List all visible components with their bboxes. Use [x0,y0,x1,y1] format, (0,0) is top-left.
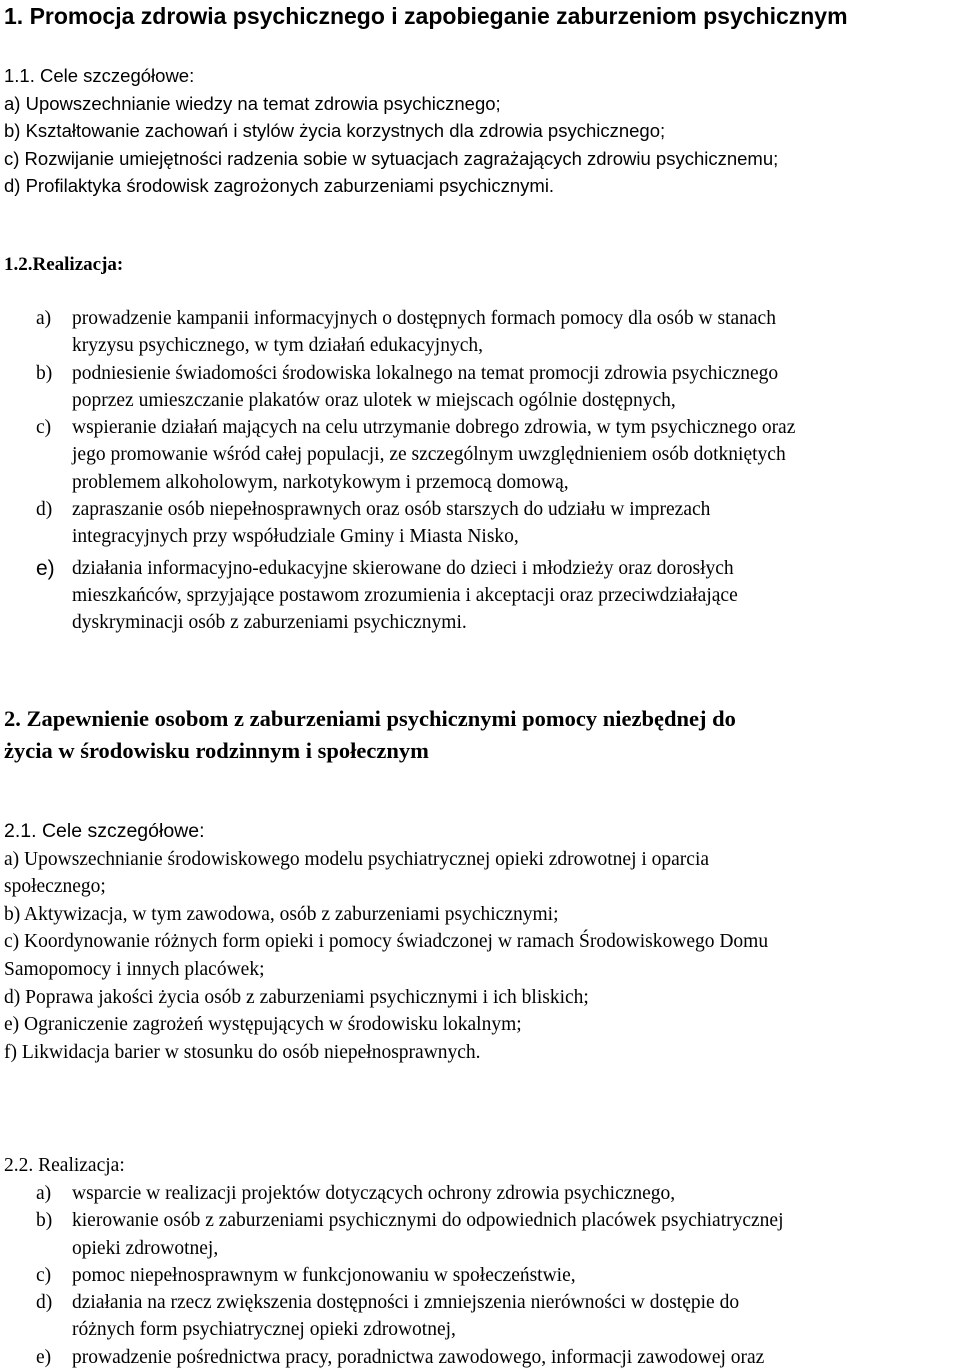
goal-line: społecznego; [4,876,106,898]
list-item [36,1262,784,1289]
list-marker: d) [36,499,53,521]
list-marker: e) [36,1346,52,1368]
list-marker: c) [36,417,52,439]
section-1-2-list [36,305,795,637]
list-item-line: opieki zdrowotnej, [72,1237,219,1259]
list-marker: b) [36,1210,53,1232]
list-item-line: podniesienie świadomości środowiska lokalnego na temat promocji zdrowia psychicznego [72,362,779,384]
section-2-2-heading: 2.2. Realizacja: [4,1155,125,1176]
list-marker: a) [36,308,52,329]
goal-line: e) Ograniczenie zagrożeń występujących w środowisku lokalnym; [4,1014,522,1036]
section-1-2-heading: 1.2.Realizacja: [4,254,124,275]
goal-item: b) Kształtowanie zachowań i stylów życia korzystnych dla zdrowia psychicznego; [4,120,666,141]
goal-line: f) Likwidacja barier w stosunku do osób niepełnosprawnych. [4,1041,481,1063]
section-1-title: 1. Promocja zdrowia psychicznego i zapobieganie zaburzeniom psychicznym [4,3,848,29]
list-marker: c) [36,1264,52,1286]
list-item [36,1289,784,1344]
list-item-line: pomoc niepełnosprawnym w funkcjonowaniu w społeczeństwie, [72,1264,576,1286]
goal-line: d) Poprawa jakości życia osób z zaburzeniami psychicznymi i ich bliskich; [4,986,589,1008]
list-item-line: zapraszanie osób niepełnosprawnych oraz osób starszych do udziału w imprezach [72,499,711,521]
list-item-line: wsparcie w realizacji projektów dotyczących ochrony zdrowia psychicznego, [72,1183,676,1204]
list-item [36,1207,784,1262]
list-item-line: poprzez umieszczanie plakatów oraz ulotek w miejscach ogólnie dostępnych, [72,389,676,411]
section-2-title-line: życia w środowisku rodzinnym i społecznym [4,738,429,763]
goal-line: Samopomocy i innych placówek; [4,958,265,980]
list-marker: e) [36,556,55,580]
list-item-line: integracyjnych przy współudziale Gminy i Miasta Nisko, [72,526,519,548]
list-marker: a) [36,1183,52,1204]
section-2-2-list [36,1180,784,1369]
section-2-title-line: 2. Zapewnienie osobom z zaburzeniami psychicznymi pomocy niezbędnej do [4,706,736,731]
list-item-line: prowadzenie kampanii informacyjnych o dostępnych formach pomocy dla osób w stanach [72,308,776,329]
goal-line: b) Aktywizacja, w tym zawodowa, osób z zaburzeniami psychicznymi; [4,903,559,925]
goal-line: a) Upowszechnianie środowiskowego modelu psychiatrycznej opieki zdrowotnej i oparcia [4,848,710,870]
list-item-line: dyskryminacji osób z zaburzeniami psychicznymi. [72,612,467,634]
list-item [36,414,795,496]
list-item-line: jego promowanie wśród całej populacji, ze szczególnym uwzględnieniem osób dotkniętych [72,444,786,466]
list-item [36,555,795,637]
list-item-line: kryzysu psychicznego, w tym działań edukacyjnych, [72,335,483,357]
section-2-title [4,703,736,767]
list-item-line: prowadzenie pośrednictwa pracy, poradnictwa zawodowego, informacji zawodowej oraz [72,1346,765,1368]
list-item [36,496,795,551]
list-marker: b) [36,362,53,384]
goal-item: a) Upowszechnianie wiedzy na temat zdrowia psychicznego; [4,92,501,114]
list-marker: d) [36,1292,53,1314]
list-item-line: mieszkańców, sprzyjające postawom zrozumienia i akceptacji oraz przeciwdziałające [72,584,738,606]
goal-item: d) Profilaktyka środowisk zagrożonych zaburzeniami psychicznymi. [4,175,555,196]
list-item-line: różnych form psychiatrycznej opieki zdrowotnej, [72,1319,456,1341]
list-item [36,1180,784,1207]
list-item [36,1344,784,1369]
section-1-1-heading: 1.1. Cele szczegółowe: [4,65,195,86]
list-item [36,305,795,360]
section-2-1-goals [4,818,768,1066]
list-item-line: działania informacyjno-edukacyjne skierowane do dzieci i młodzieży oraz dorosłych [72,557,734,579]
list-item-line: działania na rzecz zwiększenia dostępności i zmniejszenia nierówności w dostępie do [72,1292,740,1314]
list-item-line: wspieranie działań mających na celu utrzymanie dobrego zdrowia, w tym psychicznego oraz [72,417,796,439]
list-item [36,360,795,415]
goal-line: c) Koordynowanie różnych form opieki i pomocy świadczonej w ramach Środowiskowego Domu [4,931,769,953]
section-1-1-goals [4,62,778,200]
section-2-1-heading: 2.1. Cele szczegółowe: [4,820,205,842]
list-item-line: kierowanie osób z zaburzeniami psychicznymi do odpowiednich placówek psychiatrycznej [72,1210,784,1232]
goal-item: c) Rozwijanie umiejętności radzenia sobie w sytuacjach zagrażających zdrowiu psychicznemu; [4,147,779,169]
list-item-line: problemem alkoholowym, narkotykowym i przemocą domową, [72,471,569,493]
